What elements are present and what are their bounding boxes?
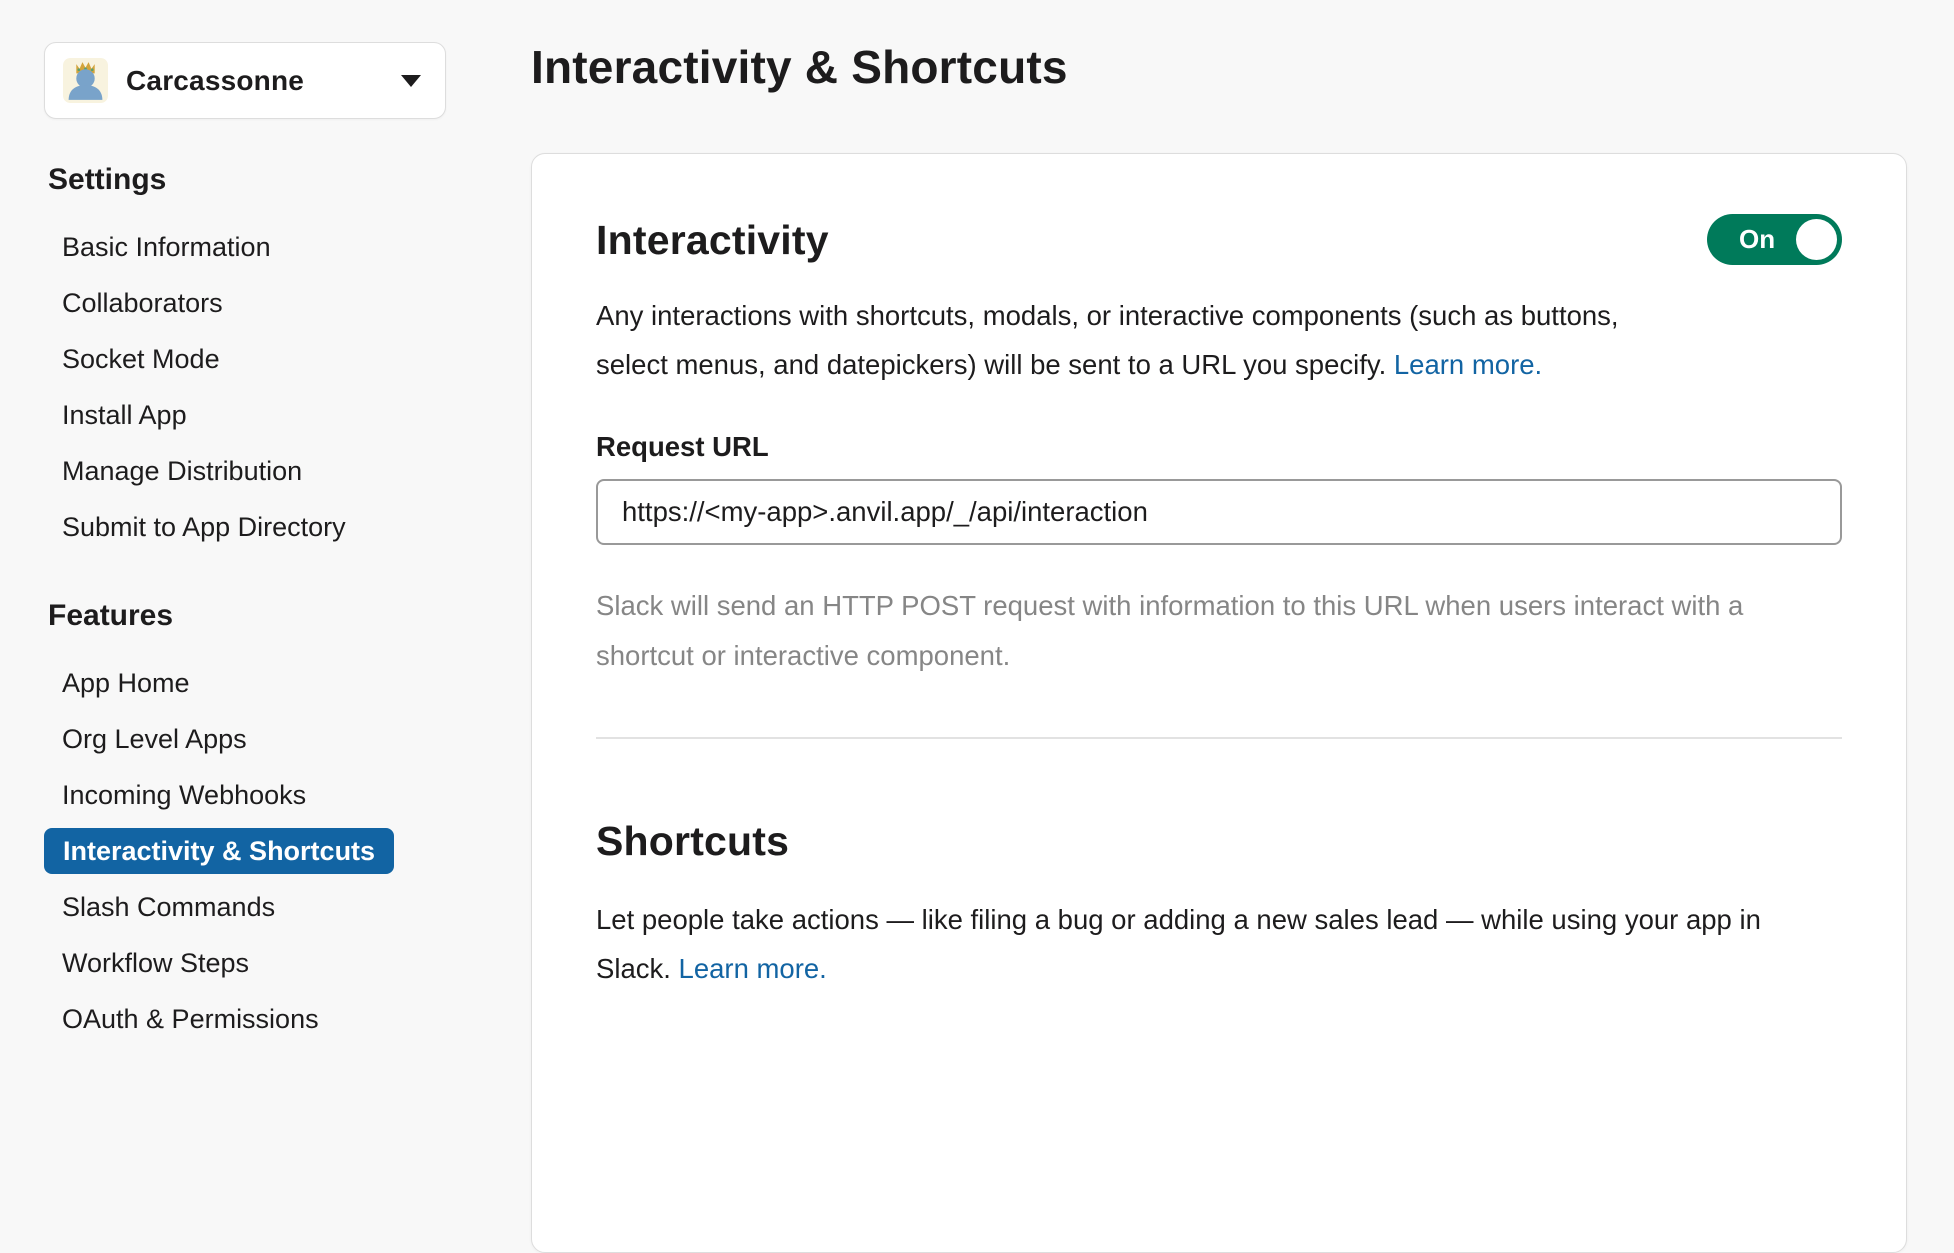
sidebar [44,42,446,1047]
sidebar-section-title-settings: Settings [48,163,167,196]
interactivity-heading: Interactivity [596,216,829,263]
sidebar-list-features [44,655,446,1047]
settings-card [531,153,1907,1253]
shortcuts-description-text: Let people take actions — like filing a bug or adding a new sales lead — while using your app in Slack. [596,904,1761,984]
shortcuts-description [596,895,1842,993]
sidebar-item-basic-information[interactable]: Basic Information [62,231,271,262]
interactivity-header-row [596,214,1842,265]
sidebar-item-app-home[interactable]: App Home [62,667,190,698]
sidebar-item-manage-distribution[interactable]: Manage Distribution [62,455,303,486]
sidebar-nav [44,163,446,1047]
page-title: Interactivity & Shortcuts [531,41,1068,93]
interactivity-description [596,291,1696,389]
request-url-label: Request URL [596,431,769,462]
shortcuts-learn-more-link[interactable]: Learn more. [678,953,827,984]
interactivity-learn-more-link[interactable]: Learn more. [1393,349,1543,380]
sidebar-item-workflow-steps[interactable]: Workflow Steps [62,947,250,978]
toggle-state-label: On [1739,223,1776,254]
sidebar-item-interactivity-shortcuts[interactable] [44,823,446,879]
sidebar-list-settings [44,219,446,555]
sidebar-item-slash-commands[interactable]: Slash Commands [62,891,276,922]
interactivity-description-text: Any interactions with shortcuts, modals, or interactive components (such as buttons, select menus, and datepickers) will be sent to a URL you specify. [596,300,1619,380]
sidebar-item-socket-mode[interactable]: Socket Mode [62,343,220,374]
app-name: Carcassonne [126,64,305,96]
sidebar-section-title-features: Features [48,599,174,632]
section-divider [596,737,1842,739]
sidebar-item-org-level-apps[interactable]: Org Level Apps [62,723,247,754]
sidebar-item-incoming-webhooks[interactable]: Incoming Webhooks [62,779,307,810]
request-url-input[interactable] [596,479,1842,545]
chevron-down-icon [401,75,421,87]
sidebar-item-collaborators[interactable]: Collaborators [62,287,223,318]
shortcuts-heading: Shortcuts [596,818,790,864]
sidebar-active-pill[interactable]: Interactivity & Shortcuts [44,828,394,874]
app-avatar-icon [63,58,108,103]
sidebar-item-install-app[interactable]: Install App [62,399,187,430]
interactivity-toggle[interactable] [1707,214,1842,265]
toggle-knob[interactable] [1796,219,1837,260]
sidebar-item-oauth-permissions[interactable]: OAuth & Permissions [62,1003,319,1034]
app-selector-dropdown[interactable] [44,42,446,119]
sidebar-item-submit-to-app-directory[interactable]: Submit to App Directory [62,511,346,542]
request-url-helper-text: Slack will send an HTTP POST request with information to this URL when users interact with a shortcut or interactive component. [596,590,1744,671]
